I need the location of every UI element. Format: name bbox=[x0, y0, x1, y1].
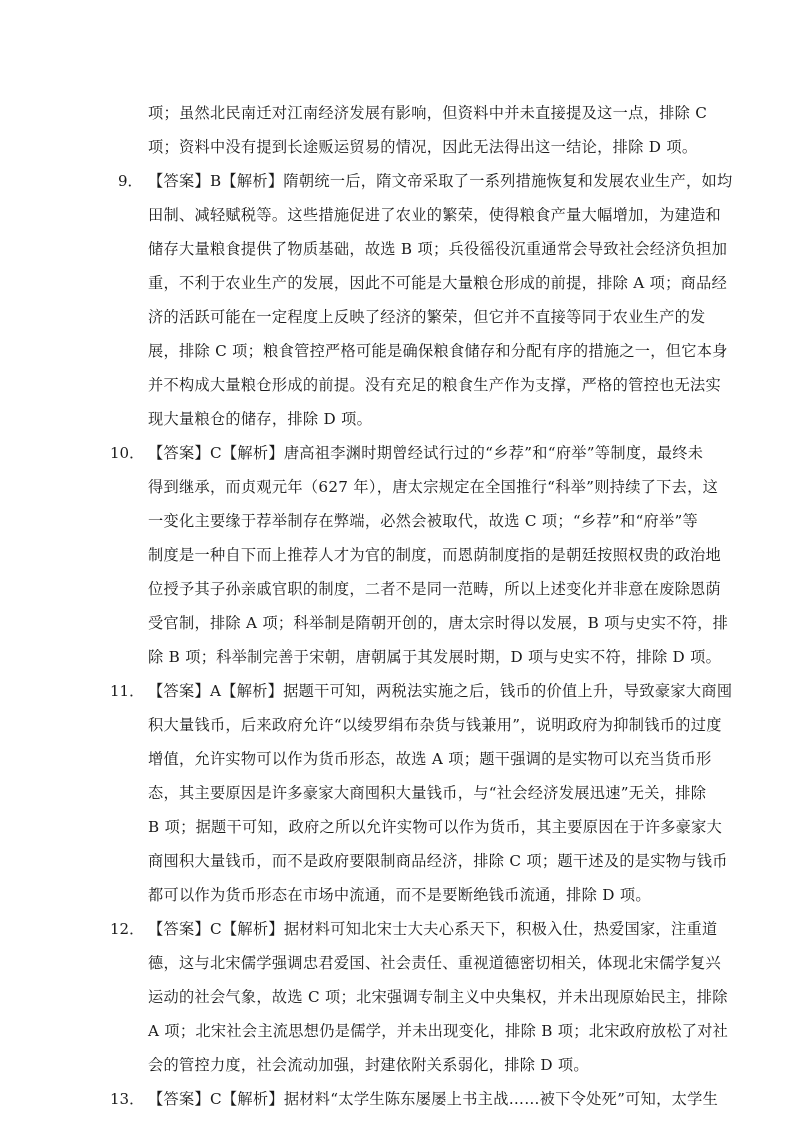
text-line: 运动的社会气象，故选 C 项；北宋强调专制主义中央集权，并未出现原始民主，排除 bbox=[148, 988, 728, 1006]
item-number: 13． bbox=[110, 1090, 145, 1108]
text-line: 增值，允许实物可以作为货币形态，故选 A 项；题干强调的是实物可以充当货币形 bbox=[148, 750, 712, 768]
item-number: 10． bbox=[110, 444, 145, 462]
text-line: 受官制，排除 A 项；科举制是隋朝开创的，唐太宗时得以发展，B 项与史实不符，排 bbox=[148, 614, 729, 632]
text-line: 【答案】A【解析】据题干可知，两税法实施之后，钱币的价值上升，导致豪家大商囤 bbox=[148, 682, 733, 700]
text-line: 【答案】C【解析】唐高祖李渊时期曾经试行过的“乡荐”和“府举”等制度，最终未 bbox=[148, 444, 704, 462]
text-line: B 项；据题干可知，政府之所以允许实物可以作为货币，其主要原因在于许多豪家大 bbox=[148, 818, 723, 836]
text-line: 德，这与北宋儒学强调忠君爱国、社会责任、重视道德密切相关，体现北宋儒学复兴 bbox=[148, 954, 722, 972]
text-line: 并不构成大量粮仓形成的前提。没有充足的粮食生产作为支撑，严格的管控也无法实 bbox=[148, 376, 722, 394]
text-line: 都可以作为货币形态在市场中流通，而不是要断绝钱币流通，排除 D 项。 bbox=[148, 886, 651, 904]
text-line: 田制、减轻赋税等。这些措施促进了农业的繁荣，使得粮食产量大幅增加，为建造和 bbox=[148, 206, 722, 224]
text-line: 商囤积大量钱币，而不是政府要限制商品经济，排除 C 项；题干述及的是实物与钱币 bbox=[148, 852, 728, 870]
text-line: 【答案】C【解析】据材料可知北宋士大夫心系天下，积极入仕，热爱国家，注重道 bbox=[148, 920, 718, 938]
item-number: 11． bbox=[110, 682, 145, 700]
text-line: 会的管控力度，社会流动加强，封建依附关系弱化，排除 D 项。 bbox=[148, 1056, 589, 1074]
text-line: 位授予其子孙亲戚官职的制度，二者不是同一范畴，所以上述变化并非意在废除恩荫 bbox=[148, 580, 722, 598]
text-line: 积大量钱币，后来政府允许“以绫罗绢布杂货与钱兼用”，说明政府为抑制钱币的过度 bbox=[148, 716, 722, 734]
text-line: 得到继承，而贞观元年（627 年），唐太宗规定在全国推行“科举”则持续了下去，这 bbox=[148, 478, 719, 496]
text-line: 项；虽然北民南迁对江南经济发展有影响，但资料中并未直接提及这一点，排除 C bbox=[148, 104, 708, 122]
text-line: 【答案】B【解析】隋朝统一后，隋文帝采取了一系列措施恢复和发展农业生产，如均 bbox=[148, 172, 733, 190]
text-line: 制度是一种自下而上推荐人才为官的制度，而恩荫制度指的是朝廷按照权贵的政治地 bbox=[148, 546, 722, 564]
text-line: A 项；北宋社会主流思想仍是儒学，并未出现变化，排除 B 项；北宋政府放松了对社 bbox=[148, 1022, 729, 1040]
text-line: 【答案】C【解析】据材料“太学生陈东屡屡上书主战……被下令处死”可知，太学生 bbox=[148, 1090, 719, 1108]
text-line: 项；资料中没有提到长途贩运贸易的情况，因此无法得出这一结论，排除 D 项。 bbox=[148, 138, 698, 156]
text-line: 态，其主要原因是许多豪家大商囤积大量钱币，与“社会经济发展迅速”无关，排除 bbox=[148, 784, 707, 802]
text-line: 重，不利于农业生产的发展，因此不可能是大量粮仓形成的前提，排除 A 项；商品经 bbox=[148, 274, 728, 292]
item-number: 9． bbox=[118, 172, 143, 190]
item-number: 12． bbox=[110, 920, 145, 938]
text-line: 现大量粮仓的储存，排除 D 项。 bbox=[148, 410, 373, 428]
text-line: 一变化主要缘于荐举制存在弊端，必然会被取代，故选 C 项；“乡荐”和“府举”等 bbox=[148, 512, 699, 530]
text-line: 除 B 项；科举制完善于宋朝，唐朝属于其发展时期，D 项与史实不符，排除 D 项。 bbox=[148, 648, 722, 666]
text-line: 济的活跃可能在一定程度上反映了经济的繁荣，但它并不直接等同于农业生产的发 bbox=[148, 308, 706, 326]
text-line: 储存大量粮食提供了物质基础，故选 B 项；兵役徭役沉重通常会导致社会经济负担加 bbox=[148, 240, 728, 258]
text-line: 展，排除 C 项；粮食管控严格可能是确保粮食储存和分配有序的措施之一，但它本身 bbox=[148, 342, 728, 360]
